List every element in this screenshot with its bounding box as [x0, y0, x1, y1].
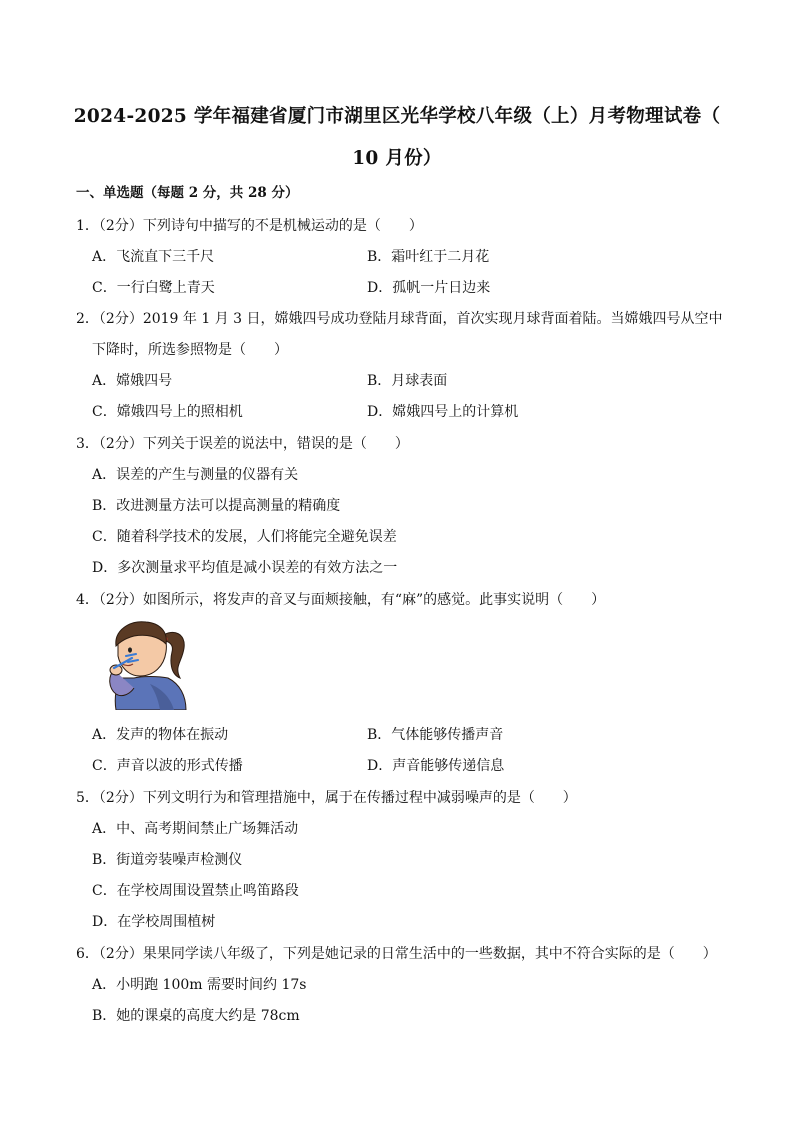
question-4-option-b: B．气体能够传播声音: [367, 727, 504, 743]
question-5-stem: 5．（2分）下列文明行为和管理措施中，属于在传播过程中减弱噪声的是（ ）: [76, 790, 577, 806]
question-5-option-a: A．中、高考期间禁止广场舞活动: [92, 821, 299, 837]
question-2-stem-cont: 下降时，所选参照物是（ ）: [92, 342, 288, 358]
question-1-option-a: A．飞流直下三千尺: [92, 249, 215, 265]
question-2-option-c: C．嫦娥四号上的照相机: [92, 404, 243, 420]
question-1-option-b: B．霜叶红于二月花: [367, 249, 490, 265]
section-heading: 一、单选题（每题 2 分，共 28 分）: [76, 185, 299, 201]
question-5-option-c: C．在学校周围设置禁止鸣笛路段: [92, 883, 299, 899]
question-2-option-a: A．嫦娥四号: [92, 373, 173, 389]
question-2-stem: 2．（2分）2019 年 1 月 3 日，嫦娥四号成功登陆月球背面，首次实现月球背面着陆。当嫦娥四号从空中: [76, 311, 723, 327]
question-4-stem: 4．（2分）如图所示，将发声的音叉与面颊接触，有“麻”的感觉。此事实说明（ ）: [76, 592, 606, 608]
question-6-option-a: A．小明跑 100m 需要时间约 17s: [92, 977, 307, 993]
exam-title-line1: 2024-2025 学年福建省厦门市湖里区光华学校八年级（上）月考物理试卷（: [73, 106, 721, 127]
question-4-option-d: D．声音能够传递信息: [367, 758, 505, 774]
tuning-fork-girl-illustration: [100, 618, 190, 710]
question-6-option-b: B．她的课桌的高度大约是 78cm: [92, 1008, 300, 1024]
question-5-option-d: D．在学校周围植树: [92, 914, 216, 930]
question-1-stem: 1．（2分）下列诗句中描写的不是机械运动的是（ ）: [76, 218, 423, 234]
exam-title-line2: 10 月份）: [352, 148, 442, 169]
question-3-option-a: A．误差的产生与测量的仪器有关: [92, 467, 299, 483]
question-4-option-a: A．发声的物体在振动: [92, 727, 229, 743]
question-6-stem: 6．（2分）果果同学读八年级了，下列是她记录的日常生活中的一些数据，其中不符合实际的是（ ）: [76, 946, 717, 962]
question-5-option-b: B．街道旁装噪声检测仪: [92, 852, 243, 868]
question-4-option-c: C．声音以波的形式传播: [92, 758, 243, 774]
question-3-option-d: D．多次测量求平均值是减小误差的有效方法之一: [92, 560, 398, 576]
question-1-option-c: C．一行白鹭上青天: [92, 280, 215, 296]
question-3-option-c: C．随着科学技术的发展，人们将能完全避免误差: [92, 529, 397, 545]
question-2-option-b: B．月球表面: [367, 373, 448, 389]
question-2-option-d: D．嫦娥四号上的计算机: [367, 404, 519, 420]
question-3-option-b: B．改进测量方法可以提高测量的精确度: [92, 498, 341, 514]
question-3-stem: 3．（2分）下列关于误差的说法中，错误的是（ ）: [76, 436, 409, 452]
question-1-option-d: D．孤帆一片日边来: [367, 280, 491, 296]
